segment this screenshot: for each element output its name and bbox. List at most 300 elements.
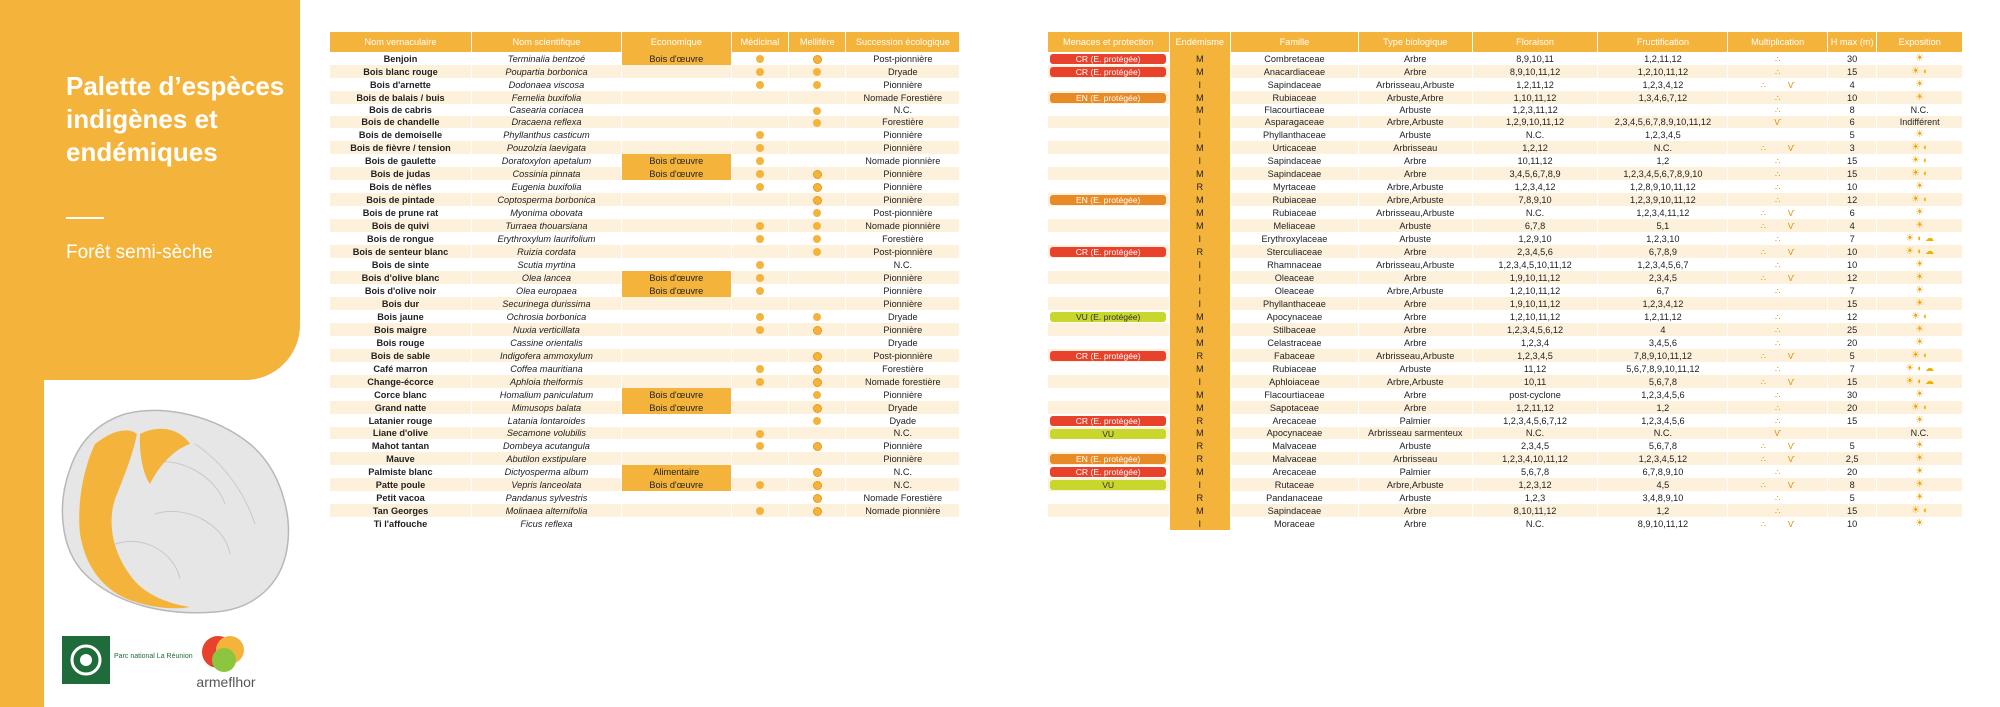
cell-medicinal xyxy=(732,91,788,104)
cell-economique xyxy=(622,336,731,349)
shade-icon: ☁ xyxy=(1925,376,1934,386)
cell-gap xyxy=(960,427,1047,439)
cell-mellifere xyxy=(789,52,845,65)
col-floraison: Floraison xyxy=(1473,32,1598,52)
cell-floraison: 6,7,8 xyxy=(1473,219,1598,232)
cell-gap xyxy=(960,91,1047,104)
cell-medicinal xyxy=(732,478,788,491)
cell-succession: Forestière xyxy=(846,362,959,375)
cell-type-biologique: Arbre xyxy=(1359,388,1472,401)
cell-menaces xyxy=(1048,349,1169,362)
cell-endemisme: M xyxy=(1170,91,1230,104)
table-row xyxy=(330,78,1962,91)
cell-fructification: 6,7 xyxy=(1598,284,1727,297)
cell-exposition xyxy=(1877,193,1962,206)
cell-economique: Alimentaire xyxy=(622,465,731,478)
table-row xyxy=(330,388,1962,401)
cell-hmax: 20 xyxy=(1828,401,1876,414)
armeflhor-logo-mark xyxy=(178,630,274,674)
cell-floraison: 1,2,3,4,12 xyxy=(1473,180,1598,193)
partial-shade-icon: ◐ xyxy=(1922,402,1929,412)
table-row xyxy=(330,465,1962,478)
medicinal-dot-icon xyxy=(756,274,764,282)
cell-menaces xyxy=(1048,167,1169,180)
cell-fructification: 1,2,11,12 xyxy=(1598,310,1727,323)
cell-mellifere xyxy=(789,362,845,375)
cell-hmax: 10 xyxy=(1828,517,1876,530)
cell-economique xyxy=(622,206,731,219)
cell-menaces xyxy=(1048,193,1169,206)
cell-mellifere xyxy=(789,465,845,478)
cell-economique xyxy=(622,193,731,206)
cell-fructification: 1,2,3,4,12 xyxy=(1598,78,1727,91)
cell-floraison: 1,9,10,11,12 xyxy=(1473,271,1598,284)
cell-medicinal xyxy=(732,284,788,297)
cell-type-biologique: Arbre,Arbuste xyxy=(1359,180,1472,193)
cell-gap xyxy=(960,78,1047,91)
cell-mellifere xyxy=(789,91,845,104)
col-exposition: Exposition xyxy=(1877,32,1962,52)
sun-icon: ☀ xyxy=(1911,142,1923,153)
cell-multiplication xyxy=(1728,104,1827,116)
cell-floraison: 1,2,3,4,5 xyxy=(1473,349,1598,362)
cell-menaces xyxy=(1048,401,1169,414)
cell-multiplication xyxy=(1728,116,1827,128)
cell-medicinal xyxy=(732,414,788,427)
cell-gap xyxy=(960,375,1047,388)
cell-fructification: 1,2,3,4,5,6,7 xyxy=(1598,258,1727,271)
cell-economique xyxy=(622,349,731,362)
table-row xyxy=(330,491,1962,504)
threat-status-badge: CR (E. protégée) xyxy=(1050,247,1166,257)
cell-endemisme: R xyxy=(1170,180,1230,193)
cell-succession: Nomade pionnière xyxy=(846,504,959,517)
cell-gap xyxy=(960,180,1047,193)
cell-gap xyxy=(960,258,1047,271)
cell-succession: N.C. xyxy=(846,104,959,116)
partial-shade-icon: ◐ xyxy=(1917,376,1925,386)
cell-floraison: 1,2,9,10 xyxy=(1473,232,1598,245)
mellifere-flower-icon xyxy=(813,326,822,335)
cell-exposition xyxy=(1877,401,1962,414)
cell-menaces xyxy=(1048,504,1169,517)
cell-multiplication xyxy=(1728,180,1827,193)
cell-succession: Nomade forestière xyxy=(846,375,959,388)
cell-economique xyxy=(622,414,731,427)
cell-fructification: 6,7,8,9,10 xyxy=(1598,465,1727,478)
cell-floraison: 1,2,11,12 xyxy=(1473,78,1598,91)
cell-multiplication xyxy=(1728,452,1827,465)
cell-fructification: 5,6,7,8 xyxy=(1598,375,1727,388)
cell-succession: Pionnière xyxy=(846,388,959,401)
cell-floraison: N.C. xyxy=(1473,427,1598,439)
cell-endemisme: I xyxy=(1170,478,1230,491)
mellifere-dot-icon xyxy=(813,81,821,89)
cell-mellifere xyxy=(789,323,845,336)
cell-gap xyxy=(960,478,1047,491)
cell-medicinal xyxy=(732,219,788,232)
cell-nom-vernaculaire: Bois de judas xyxy=(330,167,471,180)
table-row xyxy=(330,336,1962,349)
threat-status-badge: CR (E. protégée) xyxy=(1050,54,1166,64)
cell-menaces xyxy=(1048,323,1169,336)
cell-hmax: 15 xyxy=(1828,65,1876,78)
cell-fructification: 3,4,8,9,10 xyxy=(1598,491,1727,504)
cell-type-biologique: Arbuste xyxy=(1359,232,1472,245)
table-row xyxy=(330,219,1962,232)
cell-nom-vernaculaire: Ti l'affouche xyxy=(330,517,471,530)
cell-type-biologique: Arbuste xyxy=(1359,219,1472,232)
cell-nom-scientifique: Aphloia theiformis xyxy=(472,375,621,388)
cell-exposition xyxy=(1877,439,1962,452)
cell-economique: Bois d'œuvre xyxy=(622,388,731,401)
cell-fructification: 1,2 xyxy=(1598,401,1727,414)
cell-type-biologique: Arbre xyxy=(1359,310,1472,323)
cell-famille: Asparagaceae xyxy=(1231,116,1358,128)
cell-mellifere xyxy=(789,401,845,414)
cell-mellifere xyxy=(789,65,845,78)
partial-shade-icon: ◐ xyxy=(1922,66,1929,76)
cell-economique: Bois d'œuvre xyxy=(622,401,731,414)
cell-exposition xyxy=(1877,414,1962,427)
cell-endemisme: M xyxy=(1170,219,1230,232)
cell-succession: Pionnière xyxy=(846,323,959,336)
cell-exposition xyxy=(1877,491,1962,504)
cell-succession: Dyade xyxy=(846,414,959,427)
cell-type-biologique: Arbre xyxy=(1359,65,1472,78)
cell-mellifere xyxy=(789,375,845,388)
cell-fructification: 2,3,4,5 xyxy=(1598,271,1727,284)
cell-succession: Pionnière xyxy=(846,452,959,465)
partial-shade-icon: ◐ xyxy=(1922,311,1929,321)
cell-succession: Dryade xyxy=(846,65,959,78)
threat-status-badge: VU xyxy=(1050,480,1166,490)
cell-fructification: 5,1 xyxy=(1598,219,1727,232)
cell-exposition xyxy=(1877,116,1962,128)
cell-fructification: 8,9,10,11,12 xyxy=(1598,517,1727,530)
cell-economique xyxy=(622,323,731,336)
cell-gap xyxy=(960,219,1047,232)
cell-medicinal xyxy=(732,323,788,336)
cell-exposition xyxy=(1877,478,1962,491)
table-row xyxy=(330,154,1962,167)
partial-shade-icon: ◐ xyxy=(1917,233,1925,243)
cell-type-biologique: Arbrisseau,Arbuste xyxy=(1359,258,1472,271)
cell-hmax: 6 xyxy=(1828,206,1876,219)
threat-status-badge: CR (E. protégée) xyxy=(1050,351,1166,361)
cell-mellifere xyxy=(789,439,845,452)
cell-endemisme: M xyxy=(1170,504,1230,517)
col-fructification: Fructification xyxy=(1598,32,1727,52)
cell-menaces xyxy=(1048,154,1169,167)
cell-type-biologique: Arbrisseau,Arbuste xyxy=(1359,78,1472,91)
medicinal-dot-icon xyxy=(756,507,764,515)
cell-exposition xyxy=(1877,52,1962,65)
cell-type-biologique: Arbre,Arbuste xyxy=(1359,116,1472,128)
cell-multiplication xyxy=(1728,297,1827,310)
cell-endemisme: R xyxy=(1170,414,1230,427)
cell-fructification: 3,4,5,6 xyxy=(1598,336,1727,349)
title-divider xyxy=(66,217,104,219)
cell-nom-scientifique: Molinaea alternifolia xyxy=(472,504,621,517)
cell-mellifere xyxy=(789,78,845,91)
seed-icon: ∴ xyxy=(1774,181,1781,192)
cell-medicinal xyxy=(732,362,788,375)
cell-economique: Bois d'œuvre xyxy=(622,52,731,65)
cell-hmax: 15 xyxy=(1828,154,1876,167)
cell-menaces xyxy=(1048,465,1169,478)
shade-icon: ☁ xyxy=(1925,246,1934,256)
cell-economique xyxy=(622,65,731,78)
cell-menaces xyxy=(1048,388,1169,401)
cell-nom-scientifique: Latania lontaroides xyxy=(472,414,621,427)
cell-mellifere xyxy=(789,245,845,258)
cell-menaces xyxy=(1048,232,1169,245)
cell-endemisme: R xyxy=(1170,452,1230,465)
cell-menaces xyxy=(1048,271,1169,284)
page-title: Palette d’espèces indigènes et endémiques xyxy=(66,71,285,167)
cell-famille: Oleaceae xyxy=(1231,271,1358,284)
partial-shade-icon: ◐ xyxy=(1917,363,1925,373)
cell-multiplication xyxy=(1728,349,1827,362)
cell-economique xyxy=(622,141,731,154)
medicinal-dot-icon xyxy=(756,430,764,438)
sun-icon: ☀ xyxy=(1915,466,1925,477)
cell-succession: Dryade xyxy=(846,310,959,323)
cell-medicinal xyxy=(732,504,788,517)
seed-icon: ∴ xyxy=(1774,311,1781,322)
cell-multiplication xyxy=(1728,52,1827,65)
cell-gap xyxy=(960,65,1047,78)
cell-hmax: 12 xyxy=(1828,310,1876,323)
seed-icon: ∴ xyxy=(1774,285,1781,296)
cell-floraison: 1,2,3,4,10,11,12 xyxy=(1473,452,1598,465)
cell-succession: Post-pionnière xyxy=(846,206,959,219)
table-row xyxy=(330,52,1962,65)
mellifere-flower-icon xyxy=(813,352,822,361)
sun-icon: ☀ xyxy=(1905,363,1918,374)
sun-icon: ☀ xyxy=(1915,220,1925,231)
cell-nom-vernaculaire: Bois maigre xyxy=(330,323,471,336)
cell-economique xyxy=(622,219,731,232)
cell-mellifere xyxy=(789,310,845,323)
parc-national-logo xyxy=(62,636,193,684)
seed-cutting-icon: ∴ Ѵ xyxy=(1760,440,1795,451)
table-row xyxy=(330,439,1962,452)
cell-succession: N.C. xyxy=(846,427,959,439)
cell-gap xyxy=(960,349,1047,362)
cell-menaces xyxy=(1048,478,1169,491)
cell-hmax: 12 xyxy=(1828,193,1876,206)
sun-icon: ☀ xyxy=(1915,518,1925,529)
table-row xyxy=(330,427,1962,439)
cell-multiplication xyxy=(1728,245,1827,258)
cell-famille: Malvaceae xyxy=(1231,439,1358,452)
table-row xyxy=(330,116,1962,128)
cell-medicinal xyxy=(732,116,788,128)
island-map xyxy=(55,404,295,614)
cell-exposition xyxy=(1877,78,1962,91)
cell-fructification: 1,2,3,4,5,12 xyxy=(1598,452,1727,465)
cell-menaces xyxy=(1048,116,1169,128)
cell-endemisme: M xyxy=(1170,141,1230,154)
cell-menaces xyxy=(1048,258,1169,271)
col-menaces: Menaces et protection xyxy=(1048,32,1169,52)
cell-mellifere xyxy=(789,154,845,167)
cell-floraison: 1,2,10,11,12 xyxy=(1473,310,1598,323)
sun-icon: ☀ xyxy=(1915,415,1925,426)
cell-menaces xyxy=(1048,427,1169,439)
sun-icon: ☀ xyxy=(1905,376,1918,387)
cell-nom-vernaculaire: Bois de pintade xyxy=(330,193,471,206)
cell-nom-scientifique: Homalium paniculatum xyxy=(472,388,621,401)
cell-type-biologique: Arbre,Arbuste xyxy=(1359,478,1472,491)
cutting-icon: Ѵ xyxy=(1774,117,1782,127)
cell-type-biologique: Arbre xyxy=(1359,336,1472,349)
cell-endemisme: I xyxy=(1170,154,1230,167)
cell-medicinal xyxy=(732,52,788,65)
cell-floraison: post-cyclone xyxy=(1473,388,1598,401)
cell-economique: Bois d'œuvre xyxy=(622,271,731,284)
cell-multiplication xyxy=(1728,465,1827,478)
cell-economique xyxy=(622,245,731,258)
cell-nom-vernaculaire: Bois de prune rat xyxy=(330,206,471,219)
cell-multiplication xyxy=(1728,310,1827,323)
cell-medicinal xyxy=(732,427,788,439)
cell-type-biologique: Arbre xyxy=(1359,323,1472,336)
cell-endemisme: M xyxy=(1170,52,1230,65)
cell-endemisme: I xyxy=(1170,284,1230,297)
seed-cutting-icon: ∴ Ѵ xyxy=(1760,220,1795,231)
cell-fructification: 1,2 xyxy=(1598,504,1727,517)
cell-mellifere xyxy=(789,491,845,504)
cell-floraison: 1,2,3 xyxy=(1473,491,1598,504)
mellifere-flower-icon xyxy=(813,442,822,451)
cell-endemisme: M xyxy=(1170,427,1230,439)
cell-menaces xyxy=(1048,52,1169,65)
cell-multiplication xyxy=(1728,128,1827,141)
cell-medicinal xyxy=(732,375,788,388)
cell-endemisme: M xyxy=(1170,465,1230,478)
col-gap xyxy=(960,32,1047,52)
cell-endemisme: I xyxy=(1170,78,1230,91)
table-row xyxy=(330,362,1962,375)
cell-gap xyxy=(960,128,1047,141)
cell-fructification: 7,8,9,10,11,12 xyxy=(1598,349,1727,362)
seed-cutting-icon: ∴ Ѵ xyxy=(1760,142,1795,153)
cell-famille: Sapindaceae xyxy=(1231,167,1358,180)
cell-succession: Pionnière xyxy=(846,271,959,284)
cell-hmax: 7 xyxy=(1828,284,1876,297)
col-famille: Famille xyxy=(1231,32,1358,52)
cell-mellifere xyxy=(789,180,845,193)
cell-multiplication xyxy=(1728,65,1827,78)
table-row xyxy=(330,452,1962,465)
sun-icon: ☀ xyxy=(1915,129,1925,140)
cell-economique xyxy=(622,439,731,452)
seed-icon: ∴ xyxy=(1774,415,1781,426)
cell-nom-vernaculaire: Bois de chandelle xyxy=(330,116,471,128)
cell-nom-vernaculaire: Latanier rouge xyxy=(330,414,471,427)
sun-icon: ☀ xyxy=(1915,285,1925,296)
threat-status-badge: CR (E. protégée) xyxy=(1050,67,1166,77)
cell-type-biologique: Arbuste xyxy=(1359,104,1472,116)
cell-exposition xyxy=(1877,336,1962,349)
cell-type-biologique: Arbre xyxy=(1359,271,1472,284)
mellifere-dot-icon xyxy=(813,119,821,127)
cell-mellifere xyxy=(789,349,845,362)
cell-multiplication xyxy=(1728,336,1827,349)
cell-hmax: 10 xyxy=(1828,245,1876,258)
cell-exposition xyxy=(1877,323,1962,336)
cell-gap xyxy=(960,310,1047,323)
cell-menaces xyxy=(1048,104,1169,116)
cell-economique xyxy=(622,128,731,141)
cell-nom-vernaculaire: Bois d'olive noir xyxy=(330,284,471,297)
cell-exposition xyxy=(1877,219,1962,232)
medicinal-dot-icon xyxy=(756,81,764,89)
cell-nom-vernaculaire: Bois de demoiselle xyxy=(330,128,471,141)
cell-famille: Rhamnaceae xyxy=(1231,258,1358,271)
cell-nom-scientifique: Scutia myrtina xyxy=(472,258,621,271)
cell-nom-vernaculaire: Bois dur xyxy=(330,297,471,310)
table-row xyxy=(330,232,1962,245)
cell-economique xyxy=(622,91,731,104)
cell-famille: Rubiaceae xyxy=(1231,193,1358,206)
cell-famille: Flacourtiaceae xyxy=(1231,388,1358,401)
cell-succession: Forestière xyxy=(846,232,959,245)
mellifere-flower-icon xyxy=(813,468,822,477)
cell-hmax: 15 xyxy=(1828,375,1876,388)
cell-endemisme: M xyxy=(1170,401,1230,414)
cell-succession: Pionnière xyxy=(846,78,959,91)
cell-gap xyxy=(960,116,1047,128)
mellifere-flower-icon xyxy=(813,196,822,205)
cell-economique xyxy=(622,452,731,465)
sun-icon: ☀ xyxy=(1911,168,1923,179)
sun-icon: ☀ xyxy=(1915,440,1925,451)
cell-exposition xyxy=(1877,362,1962,375)
cell-menaces xyxy=(1048,128,1169,141)
cell-exposition xyxy=(1877,206,1962,219)
seed-cutting-icon: ∴ Ѵ xyxy=(1760,518,1795,529)
seed-cutting-icon: ∴ Ѵ xyxy=(1760,376,1795,387)
cell-menaces xyxy=(1048,491,1169,504)
seed-icon: ∴ xyxy=(1774,259,1781,270)
cell-menaces xyxy=(1048,180,1169,193)
cell-mellifere xyxy=(789,284,845,297)
cell-menaces xyxy=(1048,414,1169,427)
sun-icon: ☀ xyxy=(1915,259,1925,270)
cell-endemisme: M xyxy=(1170,65,1230,78)
partial-shade-icon: ◐ xyxy=(1922,350,1929,360)
cell-exposition xyxy=(1877,232,1962,245)
cell-exposition xyxy=(1877,91,1962,104)
cell-exposition xyxy=(1877,154,1962,167)
cell-multiplication xyxy=(1728,478,1827,491)
cell-nom-scientifique: Casearia coriacea xyxy=(472,104,621,116)
cell-nom-scientifique: Pouzolzia laevigata xyxy=(472,141,621,154)
mellifere-dot-icon xyxy=(813,313,821,321)
cell-nom-scientifique: Doratoxylon apetalum xyxy=(472,154,621,167)
cell-medicinal xyxy=(732,271,788,284)
table-header-row xyxy=(330,32,1962,52)
table-row xyxy=(330,414,1962,427)
cell-hmax: 5 xyxy=(1828,439,1876,452)
cell-medicinal xyxy=(732,401,788,414)
medicinal-dot-icon xyxy=(756,144,764,152)
shade-icon: ☁ xyxy=(1925,363,1934,373)
